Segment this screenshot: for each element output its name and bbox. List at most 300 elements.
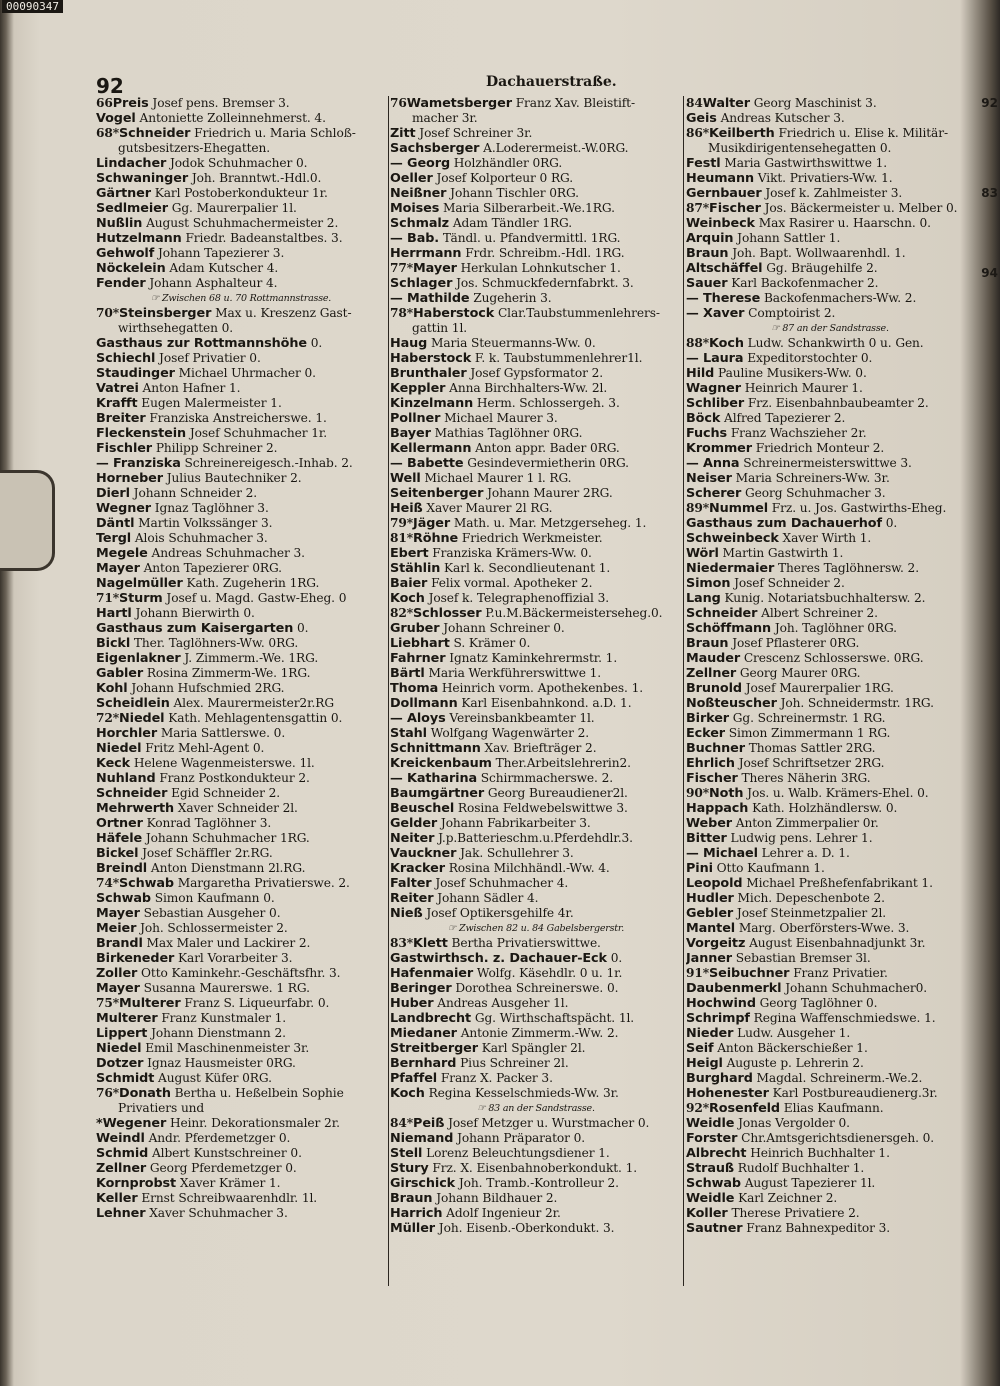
house-number: 72* <box>96 711 120 725</box>
directory-entry <box>96 771 386 786</box>
resident-details: Alex. Maurermeister2r.RG <box>173 696 334 710</box>
directory-entry <box>390 216 682 231</box>
directory-entry <box>96 846 386 861</box>
resident-details: Josef Optikersgehilfe 4r. <box>426 906 574 920</box>
directory-entry <box>96 1116 386 1131</box>
resident-details: Johann Maurer 2RG. <box>487 486 613 500</box>
resident-name: Keck <box>96 756 131 771</box>
resident-name: Reiter <box>390 891 434 906</box>
resident-details: Joh. Bapt. Wollwaarenhdl. 1. <box>732 246 906 260</box>
resident-name: Hafenmaier <box>390 966 474 981</box>
resident-name: Gruber <box>390 621 440 636</box>
resident-details: Antonie Zimmerm.-Ww. 2. <box>460 1026 619 1040</box>
resident-name: Nummel <box>709 501 769 516</box>
resident-details: Joh. Taglöhner 0RG. <box>774 621 897 635</box>
resident-name: Ecker <box>686 726 725 741</box>
directory-entry <box>390 501 682 516</box>
directory-entry <box>390 141 682 156</box>
resident-details: Xaver Maurer 2l RG. <box>426 501 553 515</box>
resident-name: Gelder <box>390 816 438 831</box>
resident-name: Seitenberger <box>390 486 484 501</box>
resident-name: Bärtl <box>390 666 425 681</box>
resident-name: Sturm <box>119 591 163 606</box>
resident-details: Josef pens. Bremser 3. <box>152 96 290 110</box>
directory-entry <box>686 966 974 981</box>
resident-details: Schirmmacherswe. 2. <box>480 771 614 785</box>
directory-entry <box>390 891 682 906</box>
resident-details: Heinrich vorm. Apothekenbes. 1. <box>441 681 643 695</box>
directory-entry <box>686 546 974 561</box>
resident-details: Karl Backofenmacher 2. <box>731 276 879 290</box>
resident-name: Seif <box>686 1041 714 1056</box>
house-number: 79* <box>390 516 414 530</box>
directory-entry <box>96 441 386 456</box>
directory-entry <box>96 636 386 651</box>
resident-name: Braun <box>686 636 729 651</box>
directory-entry <box>96 576 386 591</box>
resident-name: Mayer <box>96 561 140 576</box>
resident-details: Josef k. Telegraphenoffizial 3. <box>428 591 610 605</box>
directory-entry <box>96 96 386 111</box>
directory-entry <box>390 426 682 441</box>
directory-entry <box>96 966 386 981</box>
resident-details: Franz Bahnexpeditor 3. <box>746 1221 891 1235</box>
resident-details: Xaver Schneider 2l. <box>177 801 298 815</box>
resident-name: Kinzelmann <box>390 396 474 411</box>
directory-entry <box>686 831 974 846</box>
resident-name: Nuhland <box>96 771 156 786</box>
resident-details: Ther. Taglöhners-Ww. 0RG. <box>133 636 299 650</box>
directory-entry <box>96 426 386 441</box>
directory-entry <box>390 126 682 141</box>
resident-name: Zoller <box>96 966 138 981</box>
resident-name: Kohl <box>96 681 128 696</box>
house-number: 82* <box>390 606 414 620</box>
resident-details: Clar.Taubstummenlehrers- <box>497 306 660 320</box>
resident-name: Schmidt <box>96 1071 155 1086</box>
directory-entry <box>686 426 974 441</box>
directory-entry <box>686 1221 974 1236</box>
resident-details: Johann Schreiner 0. <box>443 621 565 635</box>
resident-name: Haberstock <box>390 351 472 366</box>
directory-entry <box>96 816 386 831</box>
directory-entry <box>96 1191 386 1206</box>
resident-details: Andreas Ausgeher 1l. <box>437 996 569 1010</box>
resident-details: Xaver Schuhmacher 3. <box>149 1206 288 1220</box>
resident-name: Zellner <box>96 1161 147 1176</box>
resident-details: Georg Schuhmacher 3. <box>744 486 886 500</box>
resident-name: Nieder <box>686 1026 734 1041</box>
directory-entry <box>686 591 974 606</box>
resident-name: Breiter <box>96 411 146 426</box>
resident-details: Johann Bierwirth 0. <box>135 606 255 620</box>
directory-entry <box>686 741 974 756</box>
resident-details: Konrad Taglöhner 3. <box>146 816 272 830</box>
resident-details: Antoniette Zolleinnehmerst. 4. <box>139 111 326 125</box>
resident-details: Adam Kutscher 4. <box>169 261 279 275</box>
resident-details: Josef Pflasterer 0RG. <box>732 636 860 650</box>
resident-details: P.u.M.Bäckermeisterseheg.0. <box>485 606 663 620</box>
resident-details: Jonas Vergolder 0. <box>738 1116 850 1130</box>
directory-entry <box>686 1086 974 1101</box>
resident-name: Koller <box>686 1206 728 1221</box>
resident-name: Gabler <box>96 666 144 681</box>
resident-details: Eugen Malermeister 1. <box>141 396 282 410</box>
directory-entry <box>390 456 682 471</box>
resident-name: Girschick <box>390 1176 456 1191</box>
resident-details: Gesindevermietherin 0RG. <box>467 456 629 470</box>
house-number: 66 <box>96 96 113 110</box>
directory-entry <box>390 1176 682 1191</box>
directory-entry <box>96 951 386 966</box>
resident-name: Fuchs <box>686 426 728 441</box>
resident-details: Susanna Maurerswe. 1 RG. <box>143 981 310 995</box>
resident-name: Mayer <box>413 261 457 276</box>
resident-name: Lehner <box>96 1206 146 1221</box>
directory-entry <box>390 1206 682 1221</box>
resident-details: Anton Zimmerpalier 0r. <box>735 816 879 830</box>
directory-entry <box>96 546 386 561</box>
resident-details: Josef Schreiner 3r. <box>419 126 533 140</box>
resident-name: Falter <box>390 876 432 891</box>
resident-name: Hild <box>686 366 715 381</box>
house-number: 76* <box>96 1086 120 1100</box>
house-number: 90* <box>686 786 710 800</box>
resident-details: Josef Schriftsetzer 2RG. <box>738 756 885 770</box>
resident-name: Häfele <box>96 831 143 846</box>
resident-details: Johann Hufschmied 2RG. <box>131 681 285 695</box>
directory-entry <box>390 591 682 606</box>
resident-details: Michael Maurer 3. <box>444 411 558 425</box>
directory-entry <box>96 801 386 816</box>
directory-entry <box>390 576 682 591</box>
resident-name: Mantel <box>686 921 736 936</box>
directory-entry <box>390 486 682 501</box>
directory-entry <box>390 606 682 621</box>
resident-name: Bickl <box>96 636 131 651</box>
resident-details: Karl Zeichner 2. <box>738 1191 838 1205</box>
resident-details: Joh. Tramb.-Kontrolleur 2. <box>458 1176 619 1190</box>
resident-details: Maria Gastwirthswittwe 1. <box>724 156 888 170</box>
resident-name: Schöffmann <box>686 621 772 636</box>
resident-details: Friedr. Badeanstaltbes. 3. <box>185 231 343 245</box>
directory-entry <box>390 816 682 831</box>
resident-details: Dorothea Schreinerswe. 0. <box>455 981 619 995</box>
column-2 <box>390 96 682 1236</box>
house-number: 91* <box>686 966 710 980</box>
resident-name: Pini <box>686 861 713 876</box>
resident-name: Peiß <box>413 1116 445 1131</box>
directory-entry <box>96 681 386 696</box>
directory-entry <box>96 666 386 681</box>
directory-entry <box>686 246 974 261</box>
resident-name: Schlager <box>390 276 453 291</box>
directory-entry <box>96 501 386 516</box>
resident-name: Happach <box>686 801 749 816</box>
resident-details: Adolf Ingenieur 2r. <box>446 1206 561 1220</box>
resident-details: Karl Vorarbeiter 3. <box>178 951 293 965</box>
resident-details: Josef Metzger u. Wurstmacher 0. <box>448 1116 650 1130</box>
resident-details: Marg. Oberförsters-Wwe. 3. <box>738 921 910 935</box>
resident-name: Keppler <box>390 381 446 396</box>
resident-details: Jodok Schuhmacher 0. <box>170 156 308 170</box>
resident-details: Kath. Holzhändlersw. 0. <box>752 801 898 815</box>
resident-name: Klett <box>413 936 448 951</box>
resident-details: Egid Schneider 2. <box>171 786 281 800</box>
entry-continuation: Musikdirigentensehegatten 0. <box>708 141 892 155</box>
resident-details: Johann Schuhmacher0. <box>785 981 928 995</box>
resident-details: Johann Fabrikarbeiter 3. <box>440 816 591 830</box>
resident-details: Joh. Eisenb.-Oberkondukt. 3. <box>438 1221 615 1235</box>
resident-name: Schwab <box>96 891 151 906</box>
resident-details: Simon Kaufmann 0. <box>154 891 275 905</box>
directory-entry <box>96 1071 386 1086</box>
directory-entry <box>390 1011 682 1026</box>
directory-entry <box>96 981 386 996</box>
resident-details: Pauline Musikers-Ww. 0. <box>718 366 867 380</box>
directory-entry <box>96 156 386 171</box>
directory-entry <box>390 621 682 636</box>
directory-entry <box>96 1176 386 1191</box>
resident-name: Bickel <box>96 846 139 861</box>
resident-name: Weinbeck <box>686 216 755 231</box>
directory-entry <box>686 186 974 201</box>
directory-entry <box>96 396 386 411</box>
resident-name: Nußlin <box>96 216 143 231</box>
resident-name: Fischer <box>709 201 761 216</box>
directory-entry <box>390 546 682 561</box>
directory-entry <box>686 1131 974 1146</box>
column-1 <box>96 96 386 1221</box>
resident-name: Gebler <box>686 906 734 921</box>
resident-details: Ignaz Hausmeister 0RG. <box>147 1056 296 1070</box>
resident-name: Schrimpf <box>686 1011 750 1026</box>
resident-name: Vogel <box>96 111 136 126</box>
entry-continuation: gutsbesitzers-Ehegatten. <box>118 141 271 155</box>
resident-details: Maria Silberarbeit.-We.1RG. <box>443 201 615 215</box>
resident-details: Ignatz Kaminkehrermstr. 1. <box>449 651 618 665</box>
cross-street-note: ☞ 83 an der Sandstrasse. <box>477 1103 595 1114</box>
house-number: 78* <box>390 306 414 320</box>
resident-details: Felix vormal. Apotheker 2. <box>431 576 593 590</box>
resident-details: Zugeherin 3. <box>473 291 552 305</box>
resident-name: Altschäffel <box>686 261 763 276</box>
resident-name: Donath <box>119 1086 171 1101</box>
resident-name: Sedlmeier <box>96 201 168 216</box>
directory-entry <box>686 276 974 291</box>
resident-name: Stury <box>390 1161 429 1176</box>
directory-entry <box>686 1206 974 1221</box>
house-number: 88* <box>686 336 710 350</box>
directory-entry <box>96 366 386 381</box>
directory-entry <box>96 906 386 921</box>
resident-name: Röhne <box>413 531 459 546</box>
resident-name: Gehwolf <box>96 246 155 261</box>
resident-details: Theres Näherin 3RG. <box>741 771 871 785</box>
directory-entry <box>390 861 682 876</box>
directory-entry <box>686 696 974 711</box>
directory-entry <box>686 921 974 936</box>
directory-entry <box>390 906 682 921</box>
directory-entry <box>390 1026 682 1041</box>
resident-details: Anton Tapezierer 0RG. <box>143 561 282 575</box>
directory-entry <box>390 561 682 576</box>
directory-entry <box>96 936 386 951</box>
directory-entry <box>390 351 682 366</box>
resident-name: Brunold <box>686 681 742 696</box>
resident-details: Wolfgang Wagenwärter 2. <box>430 726 590 740</box>
resident-details: Philipp Schreiner 2. <box>155 441 278 455</box>
directory-entry <box>96 171 386 186</box>
resident-name: Lindacher <box>96 156 167 171</box>
resident-name: Oeller <box>390 171 433 186</box>
resident-name: Brunthaler <box>390 366 467 381</box>
resident-name: Dollmann <box>390 696 458 711</box>
entry-continuation: macher 3r. <box>412 111 478 125</box>
scan-code: 00090347 <box>2 0 63 13</box>
directory-entry <box>390 936 682 951</box>
resident-details: Vereinsbankbeamter 1l. <box>449 711 595 725</box>
resident-details: Jos. Bäckermeister u. Melber 0. <box>764 201 958 215</box>
directory-entry <box>96 561 386 576</box>
directory-entry <box>686 561 974 576</box>
resident-name: Schweinbeck <box>686 531 779 546</box>
directory-entry <box>390 276 682 291</box>
resident-name: Ebert <box>390 546 429 561</box>
house-number: 92* <box>686 1101 710 1115</box>
resident-name: Noth <box>709 786 744 801</box>
resident-name: Kornprobst <box>96 1176 177 1191</box>
resident-name: Niedel <box>119 711 165 726</box>
directory-entry <box>96 741 386 756</box>
directory-entry <box>686 231 974 246</box>
resident-details: Franziska Anstreicherswe. 1. <box>149 411 327 425</box>
resident-details: Xav. Briefträger 2. <box>484 741 597 755</box>
resident-details: 0. <box>885 516 898 530</box>
directory-entry <box>686 1191 974 1206</box>
house-number: 86* <box>686 126 710 140</box>
resident-details: Expeditorstochter 0. <box>747 351 873 365</box>
resident-name: Wametsberger <box>406 96 512 111</box>
directory-entry <box>686 516 974 531</box>
binder-tab <box>0 470 55 571</box>
resident-name: Zitt <box>390 126 416 141</box>
directory-entry <box>686 636 974 651</box>
resident-name: Leopold <box>686 876 743 891</box>
directory-entry <box>686 1041 974 1056</box>
directory-entry <box>686 486 974 501</box>
resident-name: Bernhard <box>390 1056 457 1071</box>
directory-entry <box>686 306 974 321</box>
resident-name: Däntl <box>96 516 135 531</box>
resident-name: Niedermaier <box>686 561 775 576</box>
directory-entry <box>96 1026 386 1041</box>
resident-details: Johann Tapezierer 3. <box>157 246 285 260</box>
cross-street-note: ☞ Zwischen 82 u. 84 Gabelsbergerstr. <box>447 923 625 934</box>
street-header: Dachauerstraße. <box>486 74 617 90</box>
resident-name: — Franziska <box>96 456 181 471</box>
resident-details: Friedrich Werkmeister. <box>461 531 603 545</box>
directory-entry <box>96 1041 386 1056</box>
directory-entry <box>390 291 682 306</box>
directory-entry <box>686 621 974 636</box>
resident-details: Michael Preßhefenfabrikant 1. <box>746 876 933 890</box>
resident-details: Herkulan Lohnkutscher 1. <box>460 261 621 275</box>
directory-entry <box>686 156 974 171</box>
directory-entry <box>686 846 974 861</box>
resident-name: Neiser <box>686 471 732 486</box>
house-number: 84 <box>686 96 703 110</box>
resident-details: Josef Gypsformator 2. <box>470 366 604 380</box>
resident-details: Max Maler und Lackirer 2. <box>146 936 311 950</box>
resident-details: A.Loderermeist.-W.0RG. <box>483 141 629 155</box>
directory-entry <box>390 831 682 846</box>
resident-details: Frdr. Schreibm.-Hdl. 1RG. <box>465 246 625 260</box>
resident-details: Schreinereigesch.-Inhab. 2. <box>184 456 353 470</box>
resident-name: Schmalz <box>390 216 450 231</box>
resident-name: Burghard <box>686 1071 753 1086</box>
resident-name: Mayer <box>96 981 140 996</box>
column-divider <box>388 96 389 1286</box>
resident-details: Anton Dienstmann 2l.RG. <box>150 861 306 875</box>
resident-details: Comptoirist 2. <box>748 306 836 320</box>
directory-entry <box>686 801 974 816</box>
resident-name: Vatrei <box>96 381 139 396</box>
directory-entry <box>390 1056 682 1071</box>
cross-street-note: ☞ 87 an der Sandstrasse. <box>771 323 889 334</box>
resident-name: Megele <box>96 546 148 561</box>
resident-details: Math. u. Mar. Metzgerseheg. 1. <box>453 516 647 530</box>
resident-details: Max u. Kreszenz Gast- <box>215 306 352 320</box>
resident-details: Auguste p. Lehrerin 2. <box>726 1056 864 1070</box>
resident-name: Jäger <box>413 516 451 531</box>
resident-name: Niedel <box>96 741 142 756</box>
resident-details: Chr.Amtsgerichtsdienersgeh. 0. <box>741 1131 935 1145</box>
resident-name: Festl <box>686 156 721 171</box>
resident-details: Xaver Krämer 1. <box>179 1176 281 1190</box>
directory-entry <box>686 1161 974 1176</box>
directory-entry <box>390 741 682 756</box>
resident-name: Schiechl <box>96 351 156 366</box>
resident-details: Josef Schäffler 2r.RG. <box>142 846 273 860</box>
directory-entry <box>686 1176 974 1191</box>
resident-details: Johann Präparator 0. <box>457 1131 586 1145</box>
directory-entry <box>96 186 386 201</box>
directory-entry <box>96 921 386 936</box>
resident-name: Baier <box>390 576 428 591</box>
resident-details: Andreas Kutscher 3. <box>720 111 845 125</box>
resident-details: Anton Bäckerschießer 1. <box>717 1041 868 1055</box>
resident-name: Schwab <box>686 1176 741 1191</box>
resident-name: Staudinger <box>96 366 175 381</box>
directory-entry <box>686 1011 974 1026</box>
directory-entry <box>390 1086 682 1101</box>
directory-entry <box>390 1221 682 1236</box>
resident-details: Simon Zimmermann 1 RG. <box>728 726 891 740</box>
resident-name: Horneber <box>96 471 163 486</box>
resident-name: *Wegener <box>96 1116 167 1131</box>
resident-name: Beuschel <box>390 801 455 816</box>
directory-entry <box>686 1101 974 1116</box>
directory-entry <box>390 381 682 396</box>
resident-name: Stahl <box>390 726 427 741</box>
resident-details: Frz. X. Eisenbahnoberkondukt. 1. <box>432 1161 638 1175</box>
resident-details: Josef k. Zahlmeister 3. <box>765 186 903 200</box>
resident-name: Weidle <box>686 1191 735 1206</box>
directory-entry <box>686 996 974 1011</box>
directory-entry <box>96 471 386 486</box>
directory-entry <box>686 111 974 126</box>
